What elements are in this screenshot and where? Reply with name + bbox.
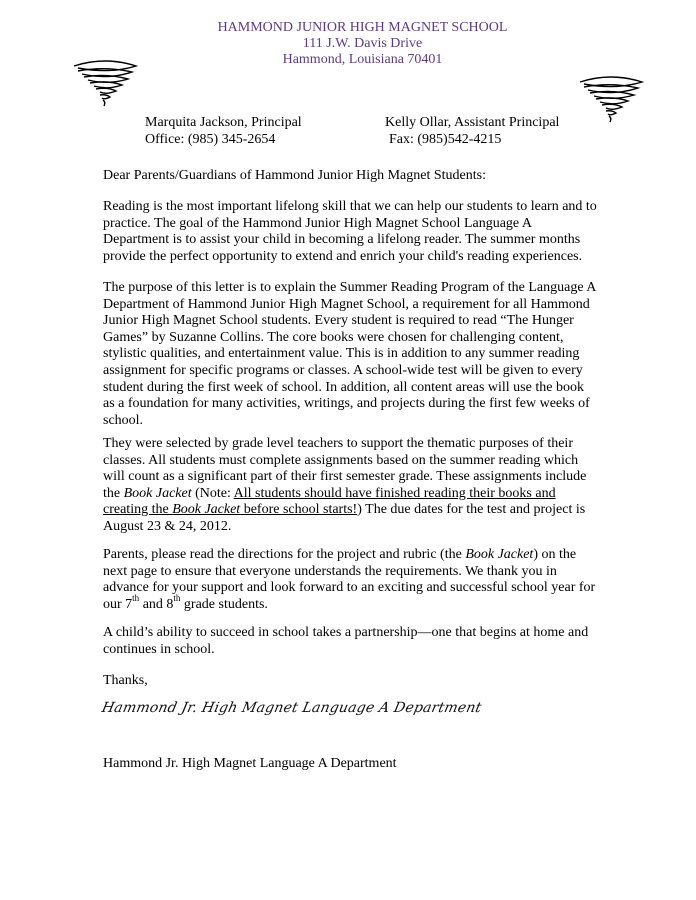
paragraph-2: The purpose of this letter is to explain the Summer Reading Program of the Language A Department of Hammond Junior High Magnet School, a requirement for all Hammond Junior High Magnet School students. Every student is required to read “The Hunger Games” by Suzanne Collins. The core books were chosen for challenging content, stylistic qualities, and entertainment value. This is in addition to any summer reading assignment for specific programs or classes. A school-wide test will be given to every student during the first week of school. In addition, all content areas will use the book as a foundation for many activities, writings, and projects during the first few weeks of school. [103,280,596,428]
paragraph-5: A child’s ability to succeed in school takes a partnership—one that begins at home and continues in school. [103,625,589,657]
tornado-icon [70,58,140,108]
principal-phone: Office: (985) 345-2654 [145,131,276,147]
tornado-icon [576,74,646,124]
salutation: Dear Parents/Guardians of Hammond Junior High Magnet Students: [103,168,486,183]
paragraph-1: Reading is the most important lifelong skill that we can help our students to learn and to practice. The goal of the Hammond Junior High Magnet School Language A Department is to assist your child in becoming a lifelong reader. The summer months provide the perfect opportunity to extend and enrich your child's reading experiences. [103,199,597,264]
principal-contact [145,115,302,148]
assistant-name: Kelly Ollar, Assistant Principal [385,115,560,130]
assistant-contact [385,115,559,148]
school-name: HAMMOND JUNIOR HIGH MAGNET SCHOOL [217,20,508,35]
closing: Thanks, [103,673,148,688]
assistant-fax: Fax: (985)542-4215 [389,131,502,147]
paragraph-4: Parents, please read the directions for the project and rubric (the Book Jacket) on the next page to ensure that everyone understands the requirements. We thank you in advance for your support and look forward to an exciting and successful school year for our 7th and 8th grade students. [103,547,596,612]
school-city: Hammond, Louisiana 70401 [282,52,443,67]
signature: Hammond Jr. High Magnet Language A Department [100,700,484,716]
school-street: 111 J.W. Davis Drive [302,36,423,51]
principal-name: Marquita Jackson, Principal [145,115,302,130]
signoff: Hammond Jr. High Magnet Language A Department [103,756,397,771]
paragraph-3: They were selected by grade level teachers to support the thematic purposes of their classes. All students must complete assignments based on the summer reading which will count as a significant part of their first semester grade. These assignments include the Book Jacket (Note: All students should have finished reading their books and creating the Book Jacket before school starts!) The due dates for the test and project is August 23 & 24, 2012. [103,436,587,534]
